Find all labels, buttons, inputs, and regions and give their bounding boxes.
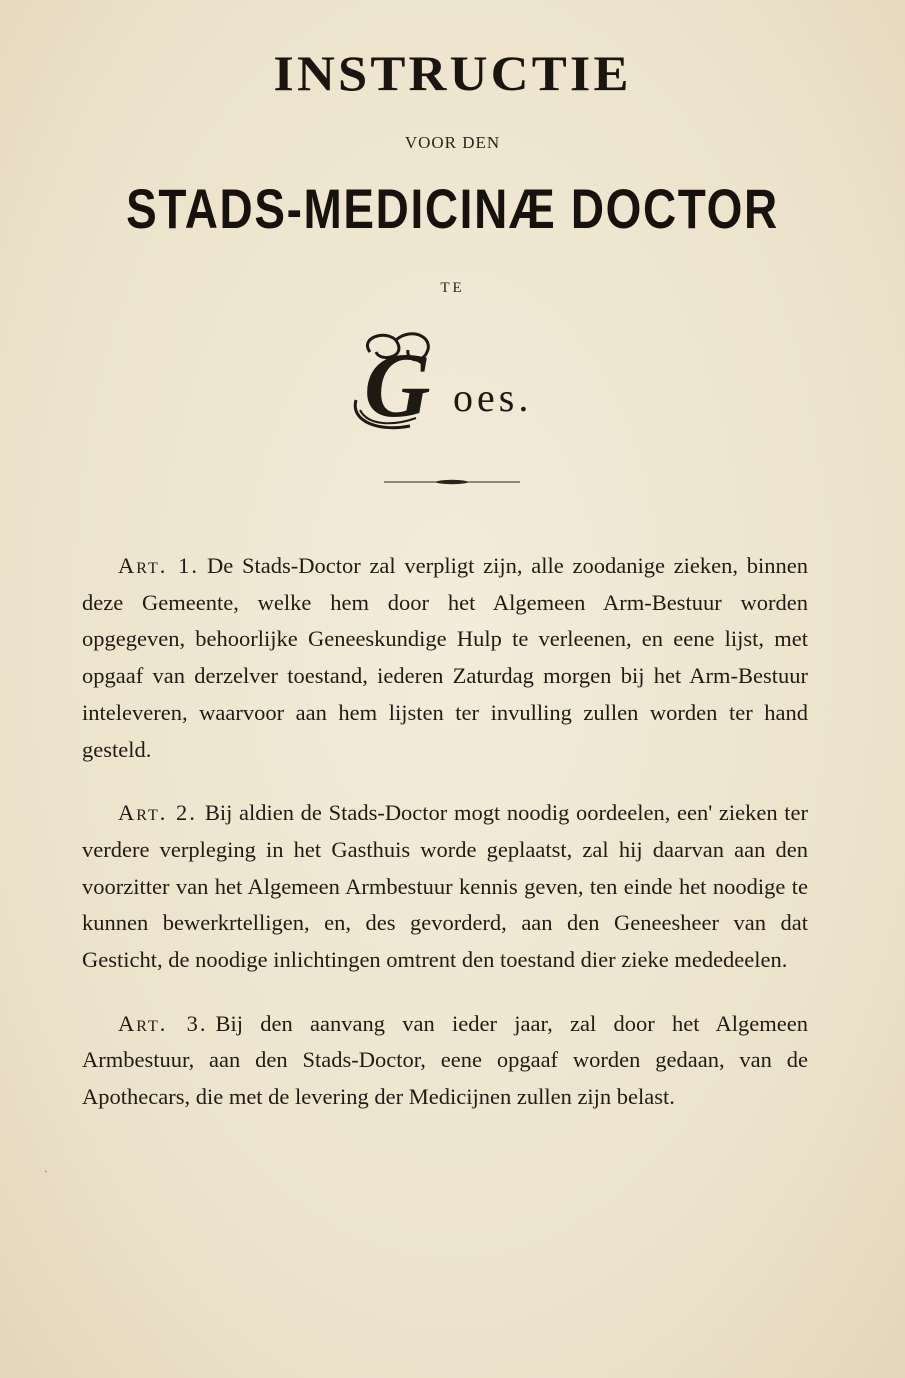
article-text: Bij aldien de Stads-Doctor mogt noodig oordeelen, een' zieken ter verdere verpleging in het Gasthuis worde geplaatst, zal hij daarvan aan den voorzitter van het Algemeen Armbestuur kennis geven, ten einde het noodige te kunnen bewerkrtelligen, en, des gevorderd, aan den Geneesheer van dat Gesticht, de noodige inlichtingen omtrent den toestand dier zieke mededeelen. xyxy=(82,800,808,973)
article-3 xyxy=(82,1006,808,1116)
title-connector-te: TE xyxy=(440,280,465,296)
article-text: Bij den aanvang van ieder jaar, zal door het Algemeen Armbestuur, aan den Stads-Doctor, eene opgaaf worden gedaan, van de Apothecars, die met de levering der Medicijnen zullen zijn belast. xyxy=(82,1010,809,1110)
ornamental-initial-g xyxy=(350,330,450,430)
page-mark: ˋ xyxy=(44,1168,48,1182)
ornamental-initial-letter: G xyxy=(364,334,431,430)
article-label: Art. 2. xyxy=(118,800,197,826)
article-label: Art. 3. xyxy=(118,1010,208,1036)
article-1 xyxy=(82,548,808,768)
article-text: De Stads-Doctor zal verpligt zijn, alle zoodanige zieken, binnen deze Gemeente, welke hem door het Algemeen Arm-Bestuur worden opgegeven, behoorlijke Geneeskundige Hulp te verleenen, en eene lijst, met opgaaf van derzelver toestand, iederen Zaturdag morgen bij het Arm-Bestuur inteleveren, waarvoor aan hem lijsten ter invulling zullen worden ter hand gesteld. xyxy=(82,553,809,762)
document-subject: STADS-MEDICINÆ DOCTOR xyxy=(126,177,779,240)
articles-body xyxy=(82,548,808,1143)
article-label: Art. 1. xyxy=(118,553,199,578)
ornamental-divider xyxy=(384,479,520,485)
article-2 xyxy=(82,795,808,979)
document-title: INSTRUCTIE xyxy=(273,45,632,101)
title-connector-voor: VOOR DEN xyxy=(404,133,501,152)
place-name xyxy=(350,330,590,440)
place-name-rest: oes. xyxy=(453,375,533,420)
